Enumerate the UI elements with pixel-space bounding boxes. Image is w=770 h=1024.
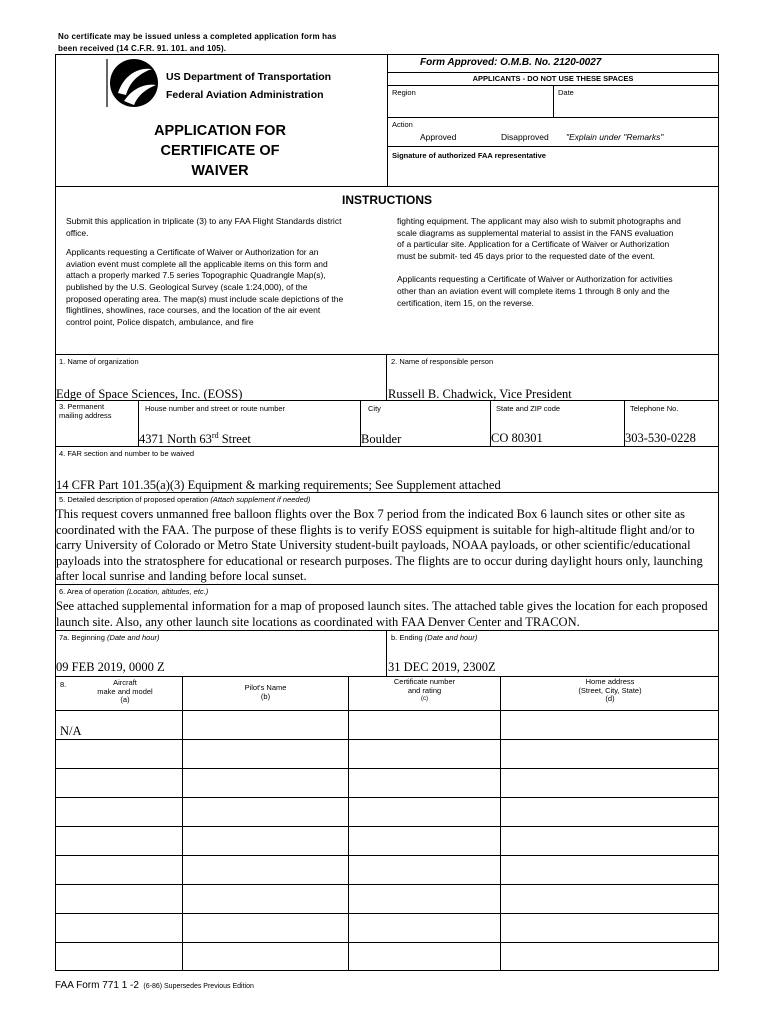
explain-remarks-note: "Explain under "Remarks" — [566, 132, 664, 142]
col-a-line2: make and model — [97, 686, 153, 696]
col-b-line2: (b) — [260, 692, 271, 701]
field-5-label-note: (Attach supplement if needed) — [210, 495, 311, 504]
operation-description-field[interactable]: This request covers unmanned free balloon flights over the Box 7 period from the indicated Box 6 launch sites or other site as coordinated with the FAA. The purpose of these flights is to verify EOSS equipment is suitable for high-altitude flight and/or to carry University of Colorado or Metro State University student-built payloads, NOAA payloads, or other scientific/educational payloads into the stratosphere for educational or research purposes. The flights are to occur during daylight hours only, launching after local sunrise and landing before local sunset. — [56, 507, 703, 584]
field-4-label: 4. FAR section and number to be waived — [59, 449, 195, 458]
col-certificate-header — [349, 678, 500, 704]
organization-name-field[interactable]: Edge of Space Sciences, Inc. (EOSS) — [56, 387, 243, 401]
city-label: City — [368, 404, 381, 413]
disapproved-option[interactable]: Disapproved — [501, 132, 549, 142]
col-d-line2: (Street, City, State) — [578, 685, 642, 695]
instructions-heading: INSTRUCTIONS — [342, 193, 432, 207]
field-7b-label-note: (Date and hour) — [424, 633, 478, 642]
street-label: House number and street or route number — [145, 404, 286, 413]
instructions-left-p2: Applicants requesting a Certificate of Waiver or Authorization for an aviation event must complete all the applicable items on this form and attach a properly marked 7.5 series Topographic Quadrangle Map(s), published by the U.S. Geological Survey (scale 1:24,000), of the proposed operating area. The map(s) must include scale depictions of the flightlines, showlines, race courses, and the location of the air event control point, Police dispatch, ambulance, and fire — [66, 247, 344, 327]
col-b-line1: Pilot's Name — [244, 683, 287, 692]
agency-line1: US Department of Transportation — [166, 71, 332, 83]
street-suffix: Street — [218, 432, 251, 447]
col-c-line3: (c) — [421, 696, 428, 702]
table-number: 8. — [60, 680, 67, 689]
agency-line2: Federal Aviation Administration — [166, 89, 324, 101]
field-7b-label-text: b. Ending — [391, 633, 423, 642]
action-label: Action — [392, 120, 413, 129]
col-a-line3: (a) — [120, 695, 130, 704]
approved-option[interactable]: Approved — [420, 132, 457, 142]
street-address-field[interactable] — [139, 431, 251, 447]
col-c-line2: and rating — [407, 685, 442, 695]
street-ordinal: rd — [211, 431, 219, 440]
col-a-line1: Aircraft — [113, 678, 137, 687]
instructions-right-column — [397, 216, 682, 309]
field-7b-label — [391, 633, 477, 642]
telephone-label: Telephone No. — [630, 404, 679, 413]
form-title — [140, 121, 300, 181]
state-zip-label: State and ZIP code — [496, 404, 561, 413]
form-id: FAA Form 771 1 -2 — [55, 980, 139, 991]
street-number: 4371 North 63 — [139, 432, 212, 447]
field-2-label: 2. Name of responsible person — [391, 357, 494, 366]
form-title-line3: WAIVER — [191, 163, 249, 179]
field-5-label-text: 5. Detailed description of proposed operation — [59, 495, 209, 504]
city-field[interactable]: Boulder — [361, 432, 402, 446]
telephone-field[interactable]: 303-530-0228 — [625, 431, 696, 445]
field-7a-label-text: 7a. Beginning — [59, 633, 105, 642]
col-d-line1: Home address — [585, 677, 635, 686]
applicants-notice: APPLICANTS - DO NOT USE THESE SPACES — [472, 74, 634, 83]
field-7a-label-note: (Date and hour) — [106, 633, 160, 642]
field-1-label: 1. Name of organization — [59, 357, 139, 366]
field-3-label: 3. Permanent mailing address — [59, 402, 112, 420]
col-pilot-header — [183, 683, 348, 701]
form-edition: (6-86) Supersedes Previous Edition — [143, 983, 254, 990]
field-7a-label — [59, 633, 160, 642]
signature-label: Signature of authorized FAA representative — [392, 151, 546, 160]
aircraft-row-1-value[interactable]: N/A — [60, 724, 82, 738]
form-title-line1: APPLICATION FOR — [154, 123, 286, 139]
ending-date-field[interactable]: 31 DEC 2019, 2300Z — [388, 660, 496, 674]
dot-logo-icon — [104, 57, 162, 109]
area-of-operation-field[interactable]: See attached supplemental information for a map of proposed launch sites. The attached table gives the location for each proposed launch site. Also, any other launch site locations as coordinated with FAA Denver Center and TRACON. — [56, 599, 708, 629]
beginning-date-field[interactable]: 09 FEB 2019, 0000 Z — [56, 660, 165, 674]
field-6-label-text: 6. Area of operation — [59, 587, 125, 596]
instructions-left-p1: Submit this application in triplicate (3) to any FAA Flight Standards district office. — [66, 216, 342, 238]
state-zip-field[interactable]: CO 80301 — [491, 431, 543, 445]
form-title-line2: CERTIFICATE OF — [160, 143, 280, 159]
date-label: Date — [558, 88, 574, 97]
col-c-line1: Certificate number — [393, 677, 456, 686]
instructions-right-p2: Applicants requesting a Certificate of Waiver or Authorization for activities other than an aviation event will complete items 1 through 8 only and the certification, item 15, on the reverse. — [397, 274, 673, 308]
col-d-line3: (d) — [605, 694, 615, 703]
col-address-header — [501, 678, 719, 704]
instructions-right-p1: fighting equipment. The applicant may also wish to submit photographs and scale diagrams as supplemental material to assist in the FANS evaluation of a particular site. Application for a Certificate of Waiver or Authorization must be submit- ted 45 days prior to the requested date of the event. — [397, 216, 681, 261]
form-footer — [55, 975, 254, 993]
field-6-label — [59, 587, 208, 596]
far-section-field[interactable]: 14 CFR Part 101.35(a)(3) Equipment & marking requirements; See Supplement attached — [56, 478, 501, 492]
responsible-person-field[interactable]: Russell B. Chadwick, Vice President — [388, 387, 572, 401]
instructions-left-column — [66, 216, 344, 328]
top-notice: No certificate may be issued unless a completed application form has been received (14 C.F.R. 91. 101. and 105). — [58, 32, 337, 53]
field-5-label — [59, 495, 310, 504]
aircraft-table — [55, 676, 719, 971]
col-aircraft-header — [75, 679, 175, 705]
field-6-label-note: (Location, altitudes, etc.) — [126, 587, 209, 596]
region-label: Region — [392, 88, 416, 97]
omb-number: Form Approved: O.M.B. No. 2120-0027 — [420, 57, 602, 68]
